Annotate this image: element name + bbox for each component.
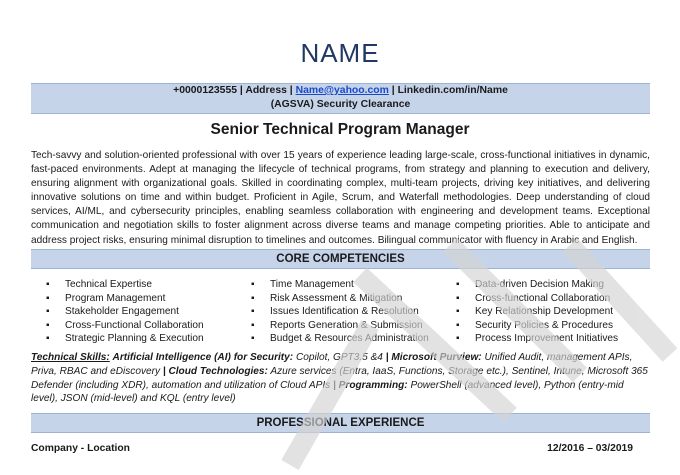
skills-purview-label: | Microsoft Purview:	[385, 352, 482, 363]
company-location: Company - Location	[31, 443, 130, 454]
competency-item: ▪ Security Policies & Procedures	[455, 319, 618, 333]
phone: +0000123555	[173, 85, 238, 96]
competency-item: ▪ Process Improvement Initiatives	[455, 332, 618, 346]
address: Address	[245, 85, 287, 96]
skills-programming-text: PowerShell (advanced level), Python (entry-mid level), JSON (mid-level) and KQL (entry level)	[31, 379, 624, 405]
competency-item: ▪ Issues Identification & Resolution	[250, 305, 429, 319]
competency-item: ▪ Technical Expertise	[45, 278, 204, 292]
competencies-column-1	[45, 278, 204, 346]
summary-paragraph: Tech-savvy and solution-oriented professional with over 15 years of experience leading large-scale, cross-functional initiatives in dynamic, fast-paced environments. Adept at managing the lifecycle of technical programs, from strategy and planning to execution and delivery, ensuring alignment with organizational goals. Skilled in coordinating complex, multi-team projects, driving key initiatives, and delivering innovative solutions on time and within budget. Proficient in Agile, Scrum, and Waterfall methodologies. Deep understanding of cloud services, AI/ML, and cybersecurity principles, enabling seamless collaboration with engineering and development teams. Exceptional communication and negotiation skills to foster alignment across diverse teams and manage competing priorities. Able to anticipate and address project risks, ensuring minimal disruption to timelines and outcomes. Bilingual communicator with fluency in Arabic and English.	[31, 150, 650, 246]
skills-cloud-text: Azure services (Entra, IaaS, Functions, Storage etc.), Sentinel, Intune, Microsoft 365 Defender (including XDR), automation and utilization of Cloud APIs	[31, 365, 648, 391]
competency-item: ▪ Cross-Functional Collaboration	[45, 319, 204, 333]
company-row	[31, 443, 633, 454]
competencies-column-2	[250, 278, 429, 346]
linkedin: Linkedin.com/in/Name	[397, 85, 508, 96]
contact-line: +0000123555 | Address | Name@yahoo.com | Linkedin.com/in/Name	[173, 85, 508, 96]
clearance: (AGSVA) Security Clearance	[270, 99, 411, 110]
skills-ai-text: Copilot, GPT3.5 &4	[293, 352, 386, 363]
skills-programming-label: | Programming:	[333, 379, 408, 391]
skills-label: Technical Skills:	[31, 352, 110, 363]
competency-item: ▪ Data-driven Decision Making	[455, 278, 618, 292]
competency-item: ▪ Stakeholder Engagement	[45, 305, 204, 319]
professional-experience-heading: PROFESSIONAL EXPERIENCE	[31, 413, 650, 433]
competency-item: ▪ Cross-functional Collaboration	[455, 292, 618, 306]
candidate-name: NAME	[300, 38, 380, 68]
core-competencies-heading: CORE COMPETENCIES	[31, 249, 650, 269]
skills-ai-label: Artificial Intelligence (AI) for Security:	[112, 352, 294, 363]
competency-item: ▪ Strategic Planning & Execution	[45, 332, 204, 346]
competency-item: ▪ Risk Assessment & Mitigation	[250, 292, 429, 306]
email-link[interactable]: Name@yahoo.com	[295, 85, 389, 96]
employment-dates: 12/2016 – 03/2019	[547, 443, 633, 454]
competency-item: ▪ Budget & Resources Administration	[250, 332, 429, 346]
competency-item: ▪ Program Management	[45, 292, 204, 306]
technical-skills	[31, 351, 650, 406]
skills-purview-text: Unified Audit, management APIs, Priva, RBAC and eDiscovery	[31, 352, 633, 377]
competency-item: ▪ Time Management	[250, 278, 429, 292]
job-title: Senior Technical Program Manager	[210, 121, 470, 138]
competency-item: ▪ Reports Generation & Submission	[250, 319, 429, 333]
skills-cloud-label: | Cloud Technologies:	[162, 365, 268, 377]
contact-band	[31, 83, 650, 114]
competency-item: ▪ Key Relationship Development	[455, 305, 618, 319]
competencies-column-3	[455, 278, 618, 346]
